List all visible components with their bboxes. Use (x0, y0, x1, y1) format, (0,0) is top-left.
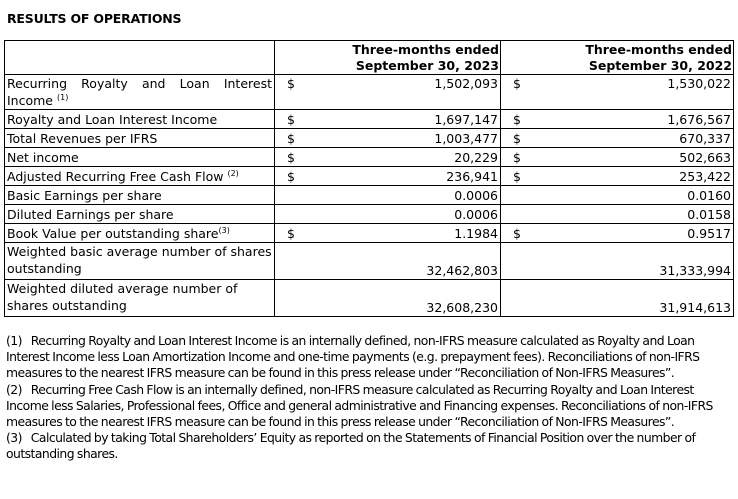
table-row (5, 224, 734, 243)
cell-value: 236,941 (446, 169, 498, 184)
footnotes (6, 333, 736, 463)
currency-symbol: $ (287, 226, 295, 241)
value-2023 (275, 148, 501, 167)
table-row (5, 148, 734, 167)
results-table (4, 40, 734, 317)
table-row (5, 205, 734, 224)
column-header-line: Three-months ended (352, 42, 499, 57)
cell-value: 0.0006 (454, 188, 498, 203)
footnote-number: (2) (6, 381, 22, 397)
cell-value: 253,422 (679, 169, 731, 184)
value-2023 (275, 75, 501, 110)
column-header-line: Three-months ended (585, 42, 732, 57)
cell-value: 0.9517 (687, 226, 731, 241)
cell-value: 1,676,567 (667, 112, 731, 127)
cell-value: 31,914,613 (659, 300, 731, 315)
footnote (6, 333, 736, 382)
table-row (5, 243, 734, 280)
footnote-text: Recurring Royalty and Loan Interest Income is an internally defined, non-IFRS measure calculated as Royalty and Loan Interest Income less Loan Amortization Income and one-time payments (e.g. prepayment fees). Reconciliations of non-IFRS measures to the nearest IFRS measure can be found in this press release under “Reconciliation of Non-IFRS Measures”. (6, 333, 700, 381)
currency-symbol: $ (287, 112, 295, 127)
cell-value: 1,003,477 (434, 131, 498, 146)
table-row (5, 129, 734, 148)
row-label: Royalty and Loan Interest Income (5, 110, 275, 129)
cell-value: 32,462,803 (426, 263, 498, 278)
table-row (5, 280, 734, 317)
footnote-number: (1) (6, 333, 22, 348)
row-label: Diluted Earnings per share (5, 205, 275, 224)
value-2022 (501, 75, 734, 110)
row-label: Book Value per outstanding share$^{(3)}$ (5, 224, 275, 243)
currency-symbol: $ (513, 150, 521, 165)
row-label: Recurring Royalty and Loan Interest Income $^{(1)}$ (5, 75, 275, 110)
currency-symbol: $ (513, 169, 521, 184)
cell-value: 670,337 (679, 131, 731, 146)
footnote-ref: (2) (227, 169, 239, 178)
table-row (5, 186, 734, 205)
cell-value: 0.0158 (687, 207, 731, 222)
row-label: Total Revenues per IFRS (5, 129, 275, 148)
cell-value: 1,697,147 (434, 112, 498, 127)
value-2022 (501, 129, 734, 148)
cell-value: 20,229 (454, 150, 498, 165)
value-2023 (275, 110, 501, 129)
value-2023 (275, 280, 501, 317)
value-2023 (275, 243, 501, 280)
value-2023 (275, 205, 501, 224)
value-2023 (275, 167, 501, 186)
cell-value: 0.0160 (687, 188, 731, 203)
currency-symbol: $ (513, 131, 521, 146)
cell-value: 31,333,994 (659, 263, 731, 278)
value-2022 (501, 167, 734, 186)
value-2022 (501, 148, 734, 167)
column-header-2023 (275, 41, 501, 75)
currency-symbol: $ (287, 169, 295, 184)
footnote (6, 382, 736, 431)
row-label: Weighted basic average number of shares outstanding (5, 243, 275, 280)
column-header-line: September 30, 2023 (355, 58, 499, 73)
footnote-text: Recurring Free Cash Flow is an internally defined, non-IFRS measure calculated as Recurring Royalty and Loan Interest Income less Salaries, Professional fees, Office and general administrative and Financing expenses. Reconciliations of non-IFRS measures to the nearest IFRS measure can be found in this press release under “Reconciliation of Non-IFRS Measures”. (6, 381, 713, 430)
footnote-ref: (1) (56, 93, 69, 102)
row-label: Net income (5, 148, 275, 167)
row-label: Basic Earnings per share (5, 186, 275, 205)
value-2023 (275, 186, 501, 205)
cell-value: 32,608,230 (426, 300, 498, 315)
header-empty-cell (5, 41, 275, 75)
section-title: RESULTS OF OPERATIONS (7, 11, 182, 26)
value-2023 (275, 129, 501, 148)
table-row (5, 167, 734, 186)
value-2022 (501, 205, 734, 224)
cell-value: 0.0006 (454, 207, 498, 222)
footnote-ref: (3) (218, 226, 230, 235)
currency-symbol: $ (287, 76, 295, 91)
table-row (5, 110, 734, 129)
table-row (5, 75, 734, 110)
value-2022 (501, 224, 734, 243)
value-2022 (501, 280, 734, 317)
cell-value: 1.1984 (454, 226, 498, 241)
currency-symbol: $ (287, 150, 295, 165)
row-label: Weighted diluted average number of shares outstanding (5, 280, 275, 317)
cell-value: 1,530,022 (667, 76, 731, 91)
footnote-text: Calculated by taking Total Shareholders’ Equity as reported on the Statements of Financial Position over the number of outstanding shares. (6, 430, 696, 462)
currency-symbol: $ (513, 226, 521, 241)
currency-symbol: $ (513, 76, 521, 91)
cell-value: 502,663 (679, 150, 731, 165)
currency-symbol: $ (513, 112, 521, 127)
row-label: Adjusted Recurring Free Cash Flow $^{(2)}$ (5, 167, 275, 186)
currency-symbol: $ (287, 131, 295, 146)
column-header-line: September 30, 2022 (588, 58, 732, 73)
footnote-number: (3) (6, 430, 22, 446)
value-2023 (275, 224, 501, 243)
cell-value: 1,502,093 (434, 76, 498, 91)
column-header-2022 (501, 41, 734, 75)
table-header-row (5, 41, 734, 75)
value-2022 (501, 186, 734, 205)
footnote (6, 430, 736, 462)
value-2022 (501, 110, 734, 129)
value-2022 (501, 243, 734, 280)
